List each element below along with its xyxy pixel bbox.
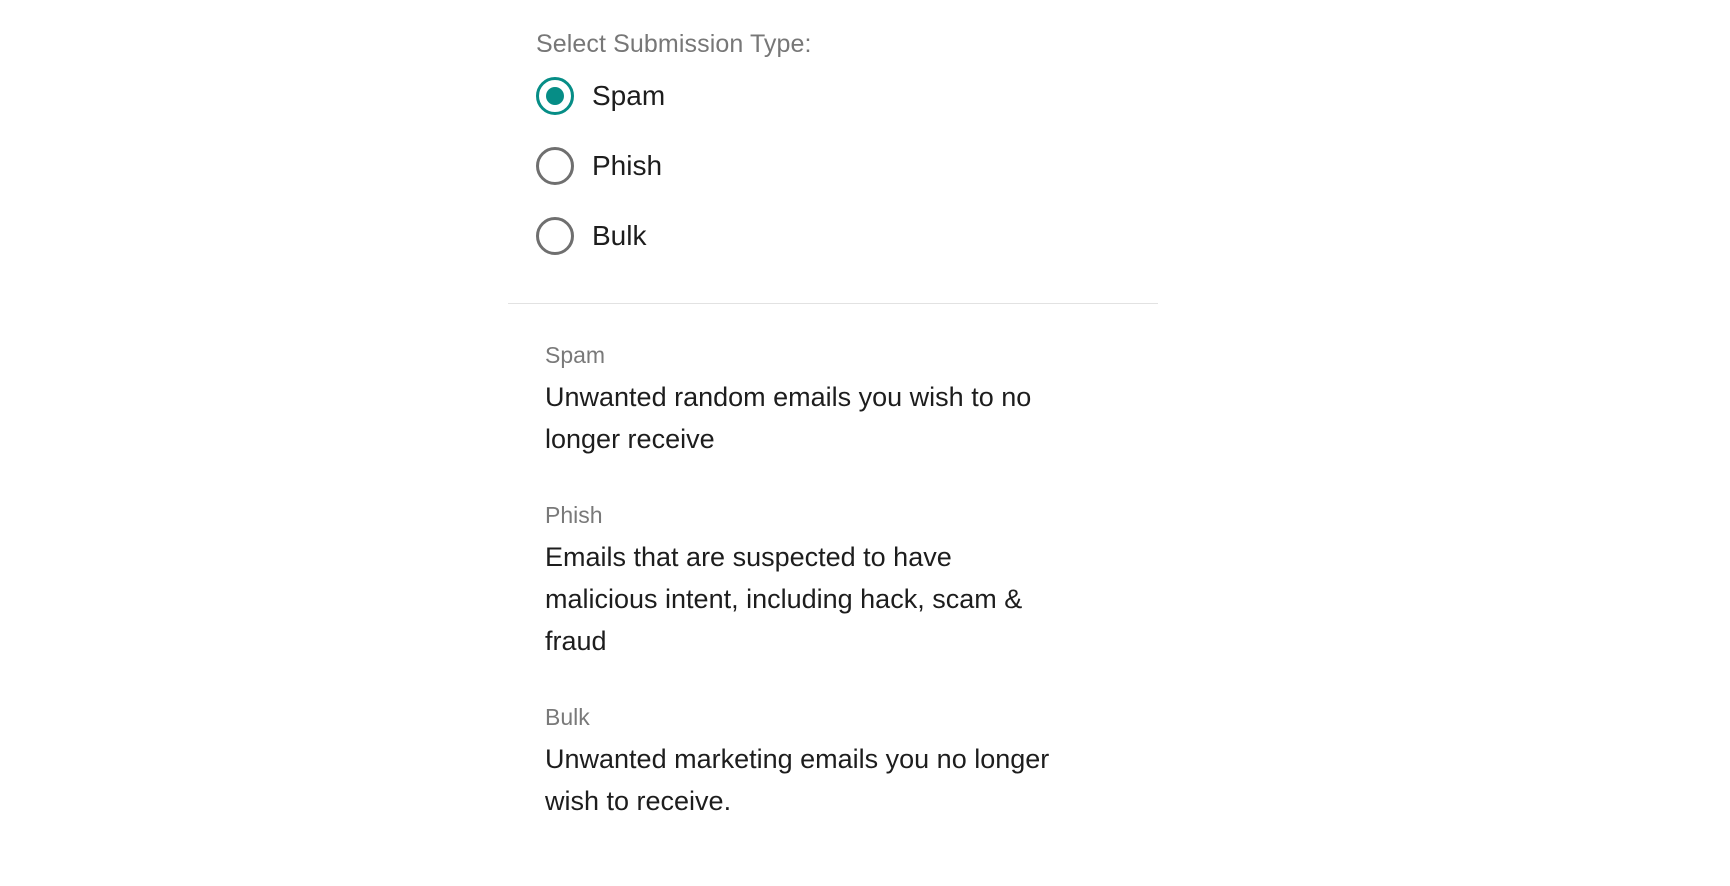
section-divider [508, 303, 1158, 304]
description-title-phish: Phish [545, 502, 603, 528]
radio-option-bulk[interactable] [536, 210, 1216, 262]
submission-type-panel [536, 0, 1216, 262]
radio-unselected-icon[interactable] [536, 147, 574, 185]
radio-dot-icon [546, 157, 564, 175]
submission-type-descriptions [545, 340, 1165, 822]
radio-unselected-icon[interactable] [536, 217, 574, 255]
radio-option-spam[interactable] [536, 70, 1216, 122]
description-title-bulk: Bulk [545, 704, 590, 730]
description-block-spam [545, 340, 1165, 460]
radio-dot-icon [546, 87, 564, 105]
radio-option-label-spam: Spam [592, 80, 666, 111]
radio-option-label-phish: Phish [592, 150, 663, 181]
radio-option-label-bulk: Bulk [592, 220, 647, 251]
radio-option-phish[interactable] [536, 140, 1216, 192]
submission-type-radio-group[interactable] [536, 70, 1216, 262]
description-text-bulk: Unwanted marketing emails you no longer wish to receive. [545, 744, 1050, 816]
radio-selected-icon[interactable] [536, 77, 574, 115]
description-text-phish: Emails that are suspected to have malicious intent, including hack, scam & fraud [545, 542, 1023, 656]
description-block-bulk [545, 702, 1165, 822]
description-text-spam: Unwanted random emails you wish to no longer receive [545, 382, 1032, 454]
description-block-phish [545, 500, 1165, 662]
description-title-spam: Spam [545, 342, 606, 368]
section-label: Select Submission Type: [536, 30, 812, 58]
radio-dot-icon [546, 227, 564, 245]
